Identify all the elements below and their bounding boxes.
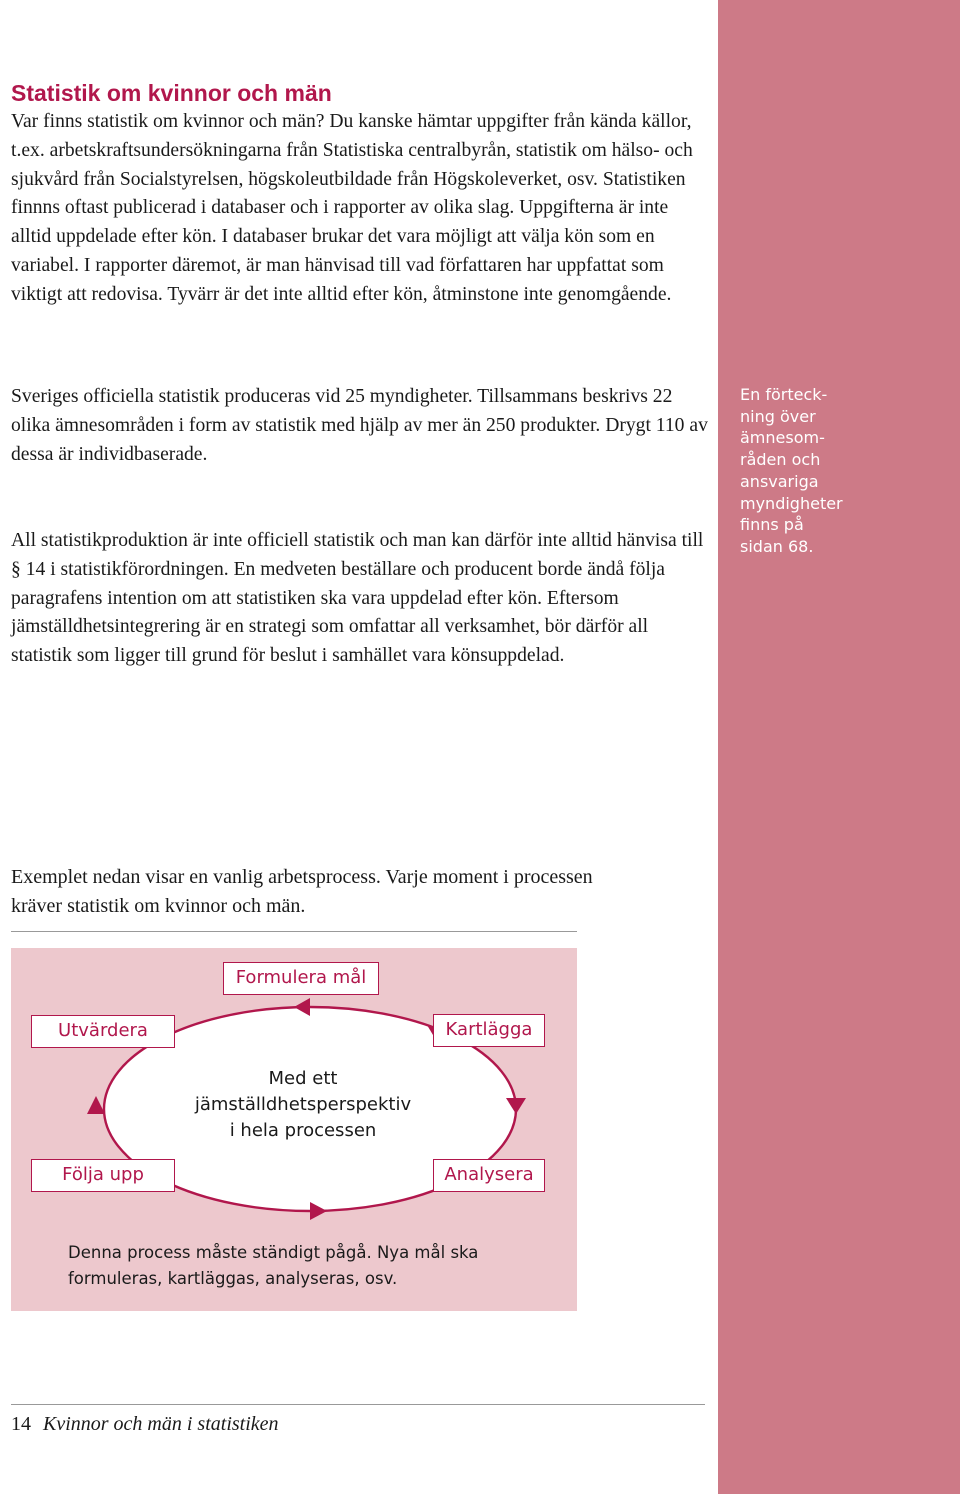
page-title: Statistik om kvinnor och män bbox=[11, 80, 332, 106]
step-utvardera[interactable]: Utvärdera bbox=[31, 1015, 175, 1048]
sidebar-note: En förteck- ning över ämnesom- råden och ansvariga myndigheter finns på sidan 68. bbox=[740, 385, 843, 556]
step-analysera[interactable]: Analysera bbox=[433, 1159, 545, 1192]
step-kartlagga[interactable]: Kartlägga bbox=[433, 1014, 545, 1047]
divider-top bbox=[11, 931, 577, 932]
publication-title: Kvinnor och män i statistiken bbox=[43, 1413, 279, 1435]
step-folja-upp[interactable]: Följa upp bbox=[31, 1159, 175, 1192]
sidebar-band bbox=[718, 0, 960, 1494]
arrow-to-utvardera bbox=[87, 1096, 105, 1114]
paragraph-official-statistics: Sveriges officiella statistik produceras vid 25 myndigheter. Tillsammans beskrivs 22 olika ämnesområden i form av statistik med hjälp av mer än 250 produkter. Drygt 110 av dessa är individbaserade. bbox=[11, 386, 708, 465]
divider-footer bbox=[11, 1404, 705, 1405]
paragraph-statistics-production: All statistikproduktion är inte officiell statistik och man kan därför inte alltid hänvisa till § 14 i statistikförordningen. En medveten beställare och producent borde ändå följa paragrafens intention om att statistiken ska vara uppdelad efter kön. Eftersom jämställdhetsintegrering är en strategi som omfattar all verksamhet, bör därför all statistik som ligger till grund för beslut i samhället vara könsuppdelad. bbox=[11, 530, 704, 667]
process-diagram bbox=[11, 948, 577, 1311]
process-caption: Denna process måste ständigt pågå. Nya mål ska formuleras, kartläggas, analyseras, osv. bbox=[68, 1243, 479, 1288]
step-formulera-mal[interactable]: Formulera mål bbox=[223, 962, 379, 995]
page-footer bbox=[11, 1413, 279, 1436]
paragraph-sources: Var finns statistik om kvinnor och män? Du kanske hämtar uppgifter från kända källor, t.ex. arbetskraftsundersökningarna från Statistiska centralbyrån, statistik om hälso- och sjukvård från Socialstyrelsen, högskoleutbildade från Högskoleverket, osv. Statistiken finnns oftast publicerad i databaser och i rapporter av olika slag. Uppgifterna är inte alltid uppdelade efter kön. I databaser brukar det vara möjligt att välja kön som en variabel. I rapporter däremot, är man hänvisad till vad författaren har uppfattat som viktigt att redovisa. Tyvärr är det inte alltid efter kön, åtminstone inte genomgående. bbox=[11, 111, 693, 305]
page-number: 14 bbox=[11, 1413, 31, 1435]
process-center-text: Med ett jämställdhetsperspektiv i hela processen bbox=[194, 1068, 412, 1141]
process-intro: Exemplet nedan visar en vanlig arbetsprocess. Varje moment i processen kräver statistik om kvinnor och män. bbox=[11, 866, 593, 917]
